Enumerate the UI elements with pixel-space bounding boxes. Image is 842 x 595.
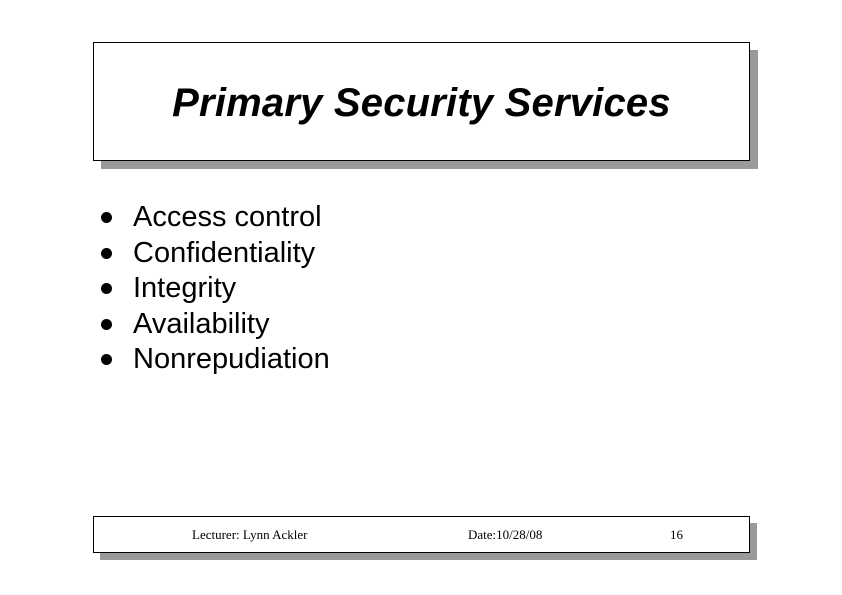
bullet-item [100, 200, 330, 236]
footer-box [93, 516, 750, 553]
bullet-item [100, 307, 330, 343]
bullet-text: Availability [133, 307, 270, 340]
bullet-dot-icon [101, 319, 112, 330]
bullet-dot-icon [101, 248, 112, 259]
bullet-dot-icon [101, 283, 112, 294]
bullet-dot-icon [101, 354, 112, 365]
bullet-text: Confidentiality [133, 236, 316, 269]
footer-lecturer: Lecturer: Lynn Ackler [192, 527, 308, 542]
bullet-item [100, 236, 330, 272]
bullet-item [100, 271, 330, 307]
bullet-text: Integrity [133, 272, 237, 305]
title-box [93, 42, 750, 161]
bullet-list [100, 200, 330, 378]
bullet-item [100, 342, 330, 378]
bullet-text: Access control [133, 201, 322, 234]
footer-date: Date:10/28/08 [468, 527, 543, 542]
slide-title: Primary Security Services [172, 81, 671, 125]
bullet-text: Nonrepudiation [133, 343, 330, 376]
bullet-dot-icon [101, 212, 112, 223]
page-number: 16 [670, 527, 683, 542]
